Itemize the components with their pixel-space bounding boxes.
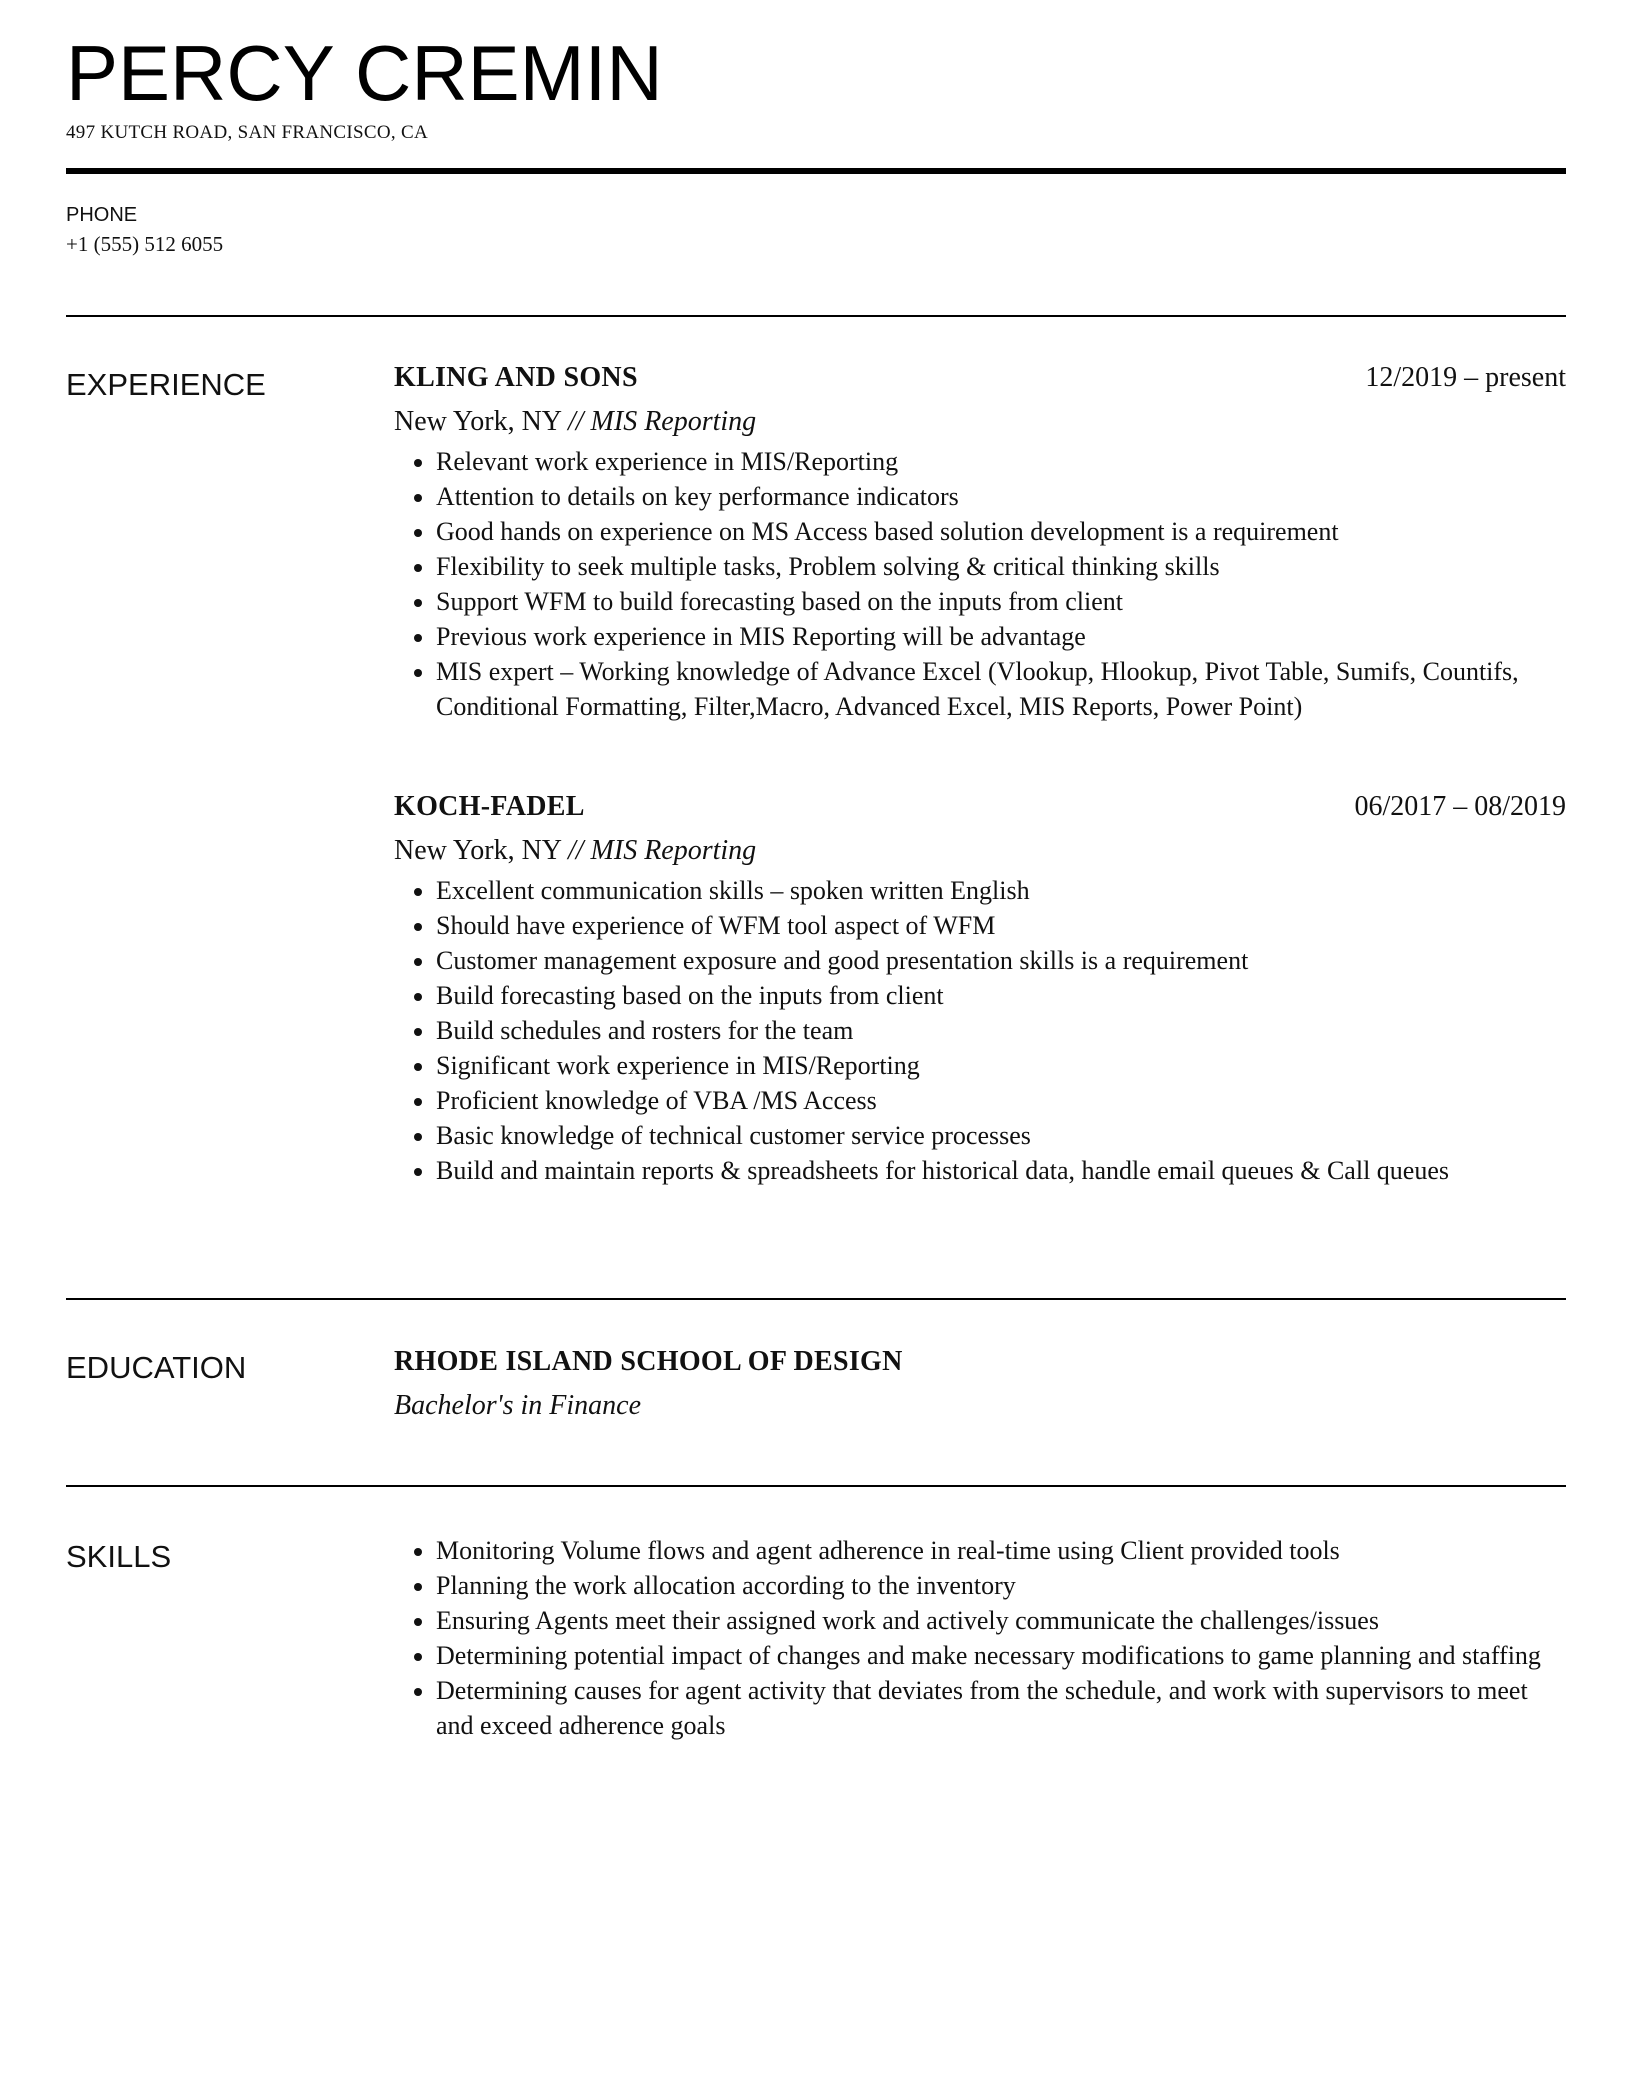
experience-divider (66, 1298, 1566, 1300)
education-divider (66, 1485, 1566, 1487)
skill-item: • Ensuring Agents meet their assigned work and actively communicate the challenges/issues (436, 1603, 1566, 1638)
skills-entry (394, 1533, 1566, 1743)
bullet-item: • Significant work experience in MIS/Reporting (436, 1048, 1566, 1083)
job-company: KOCH-FADEL (394, 791, 585, 822)
job-role: MIS Reporting (590, 406, 757, 437)
bullet-item: • Relevant work experience in MIS/Reporting (436, 444, 1566, 479)
job-bullets (394, 873, 1566, 1188)
experience-section-title: EXPERIENCE (66, 367, 266, 402)
job-dates: 06/2017 – 08/2019 (1354, 791, 1566, 822)
skill-item: • Planning the work allocation according to the inventory (436, 1568, 1566, 1603)
job-company: KLING AND SONS (394, 362, 638, 393)
bullet-item: • Build forecasting based on the inputs from client (436, 978, 1566, 1013)
job-header (394, 362, 1566, 402)
bullet-item: • Previous work experience in MIS Reporting will be advantage (436, 619, 1566, 654)
skills-section-title: SKILLS (66, 1539, 172, 1574)
job-entry (394, 791, 1566, 1188)
skill-item: • Monitoring Volume flows and agent adherence in real-time using Client provided tools (436, 1533, 1566, 1568)
education-school: RHODE ISLAND SCHOOL OF DESIGN (394, 1346, 903, 1377)
skill-item: • Determining causes for agent activity that deviates from the schedule, and work with supervisors to meet and exceed adherence goals (436, 1673, 1566, 1743)
candidate-name: PERCY CREMIN (66, 29, 663, 117)
bullet-item: • Support WFM to build forecasting based on the inputs from client (436, 584, 1566, 619)
bullet-item: • Attention to details on key performance indicators (436, 479, 1566, 514)
job-location: New York, NY (394, 835, 561, 866)
job-entry (394, 362, 1566, 724)
bullet-item: • Customer management exposure and good presentation skills is a requirement (436, 943, 1566, 978)
job-location-line (394, 831, 1566, 871)
job-role: MIS Reporting (590, 835, 757, 866)
job-separator: // (567, 406, 584, 437)
skills-list (394, 1533, 1566, 1743)
bullet-item: • Excellent communication skills – spoken written English (436, 873, 1566, 908)
bullet-item: • Should have experience of WFM tool aspect of WFM (436, 908, 1566, 943)
bullet-item: • Build and maintain reports & spreadsheets for historical data, handle email queues & Call queues (436, 1153, 1566, 1188)
header-divider (66, 168, 1566, 174)
bullet-item: • Basic knowledge of technical customer service processes (436, 1118, 1566, 1153)
skill-item: • Determining potential impact of changes and make necessary modifications to game planning and staffing (436, 1638, 1566, 1673)
phone-value: +1 (555) 512 6055 (66, 232, 224, 256)
bullet-item: • Good hands on experience on MS Access based solution development is a requirement (436, 514, 1566, 549)
bullet-item: • Build schedules and rosters for the team (436, 1013, 1566, 1048)
education-section-title: EDUCATION (66, 1350, 247, 1385)
job-separator: // (567, 835, 584, 866)
bullet-item: • Flexibility to seek multiple tasks, Problem solving & critical thinking skills (436, 549, 1566, 584)
bullet-item: • Proficient knowledge of VBA /MS Access (436, 1083, 1566, 1118)
education-header (394, 1346, 1566, 1386)
contact-divider (66, 315, 1566, 317)
education-degree: Bachelor's in Finance (394, 1390, 642, 1421)
education-entry (394, 1346, 1566, 1426)
job-location: New York, NY (394, 406, 561, 437)
job-header (394, 791, 1566, 831)
phone-label: PHONE (66, 204, 138, 226)
job-bullets (394, 444, 1566, 724)
job-dates: 12/2019 – present (1365, 362, 1566, 393)
job-location-line (394, 402, 1566, 442)
candidate-address: 497 KUTCH ROAD, SAN FRANCISCO, CA (66, 122, 428, 143)
bullet-item: • MIS expert – Working knowledge of Advance Excel (Vlookup, Hlookup, Pivot Table, Sumifs, Countifs, Conditional Formatting, Filter,Macro, Advanced Excel, MIS Reports, Power Point) (436, 654, 1566, 724)
